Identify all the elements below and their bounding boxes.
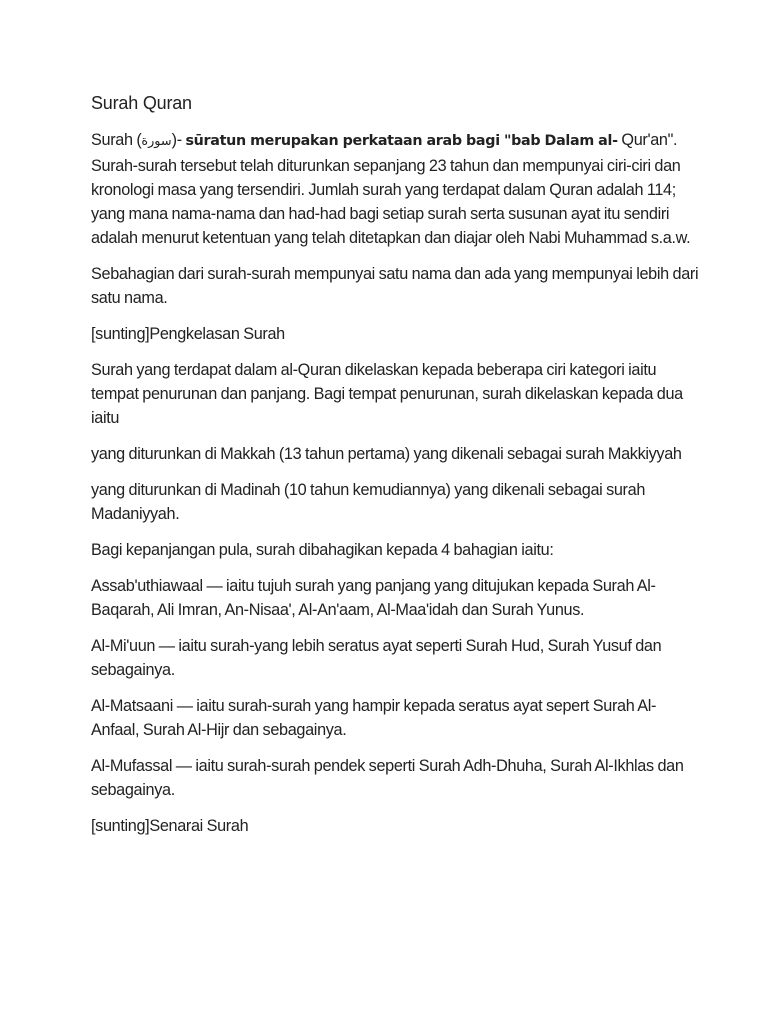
intro-after-arabic: )- — [171, 131, 186, 149]
section-heading-senarai: [sunting]Senarai Surah — [91, 817, 249, 835]
paragraph-almiuun: Al-Mi'uun — iaitu surah-yang lebih seratus ayat seperti Surah Hud, Surah Yusuf dan sebagainya. — [91, 637, 662, 679]
paragraph-almufassal: Al-Mufassal — iaitu surah-surah pendek seperti Surah Adh-Dhuha, Surah Al-Ikhlas dan sebagainya. — [91, 757, 684, 799]
paragraph-classification: Surah yang terdapat dalam al-Quran dikelaskan kepada beberapa ciri kategori iaitu tempat penurunan dan panjang. Bagi tempat penurunan, surah dikelaskan kepada dua iaitu — [91, 361, 683, 427]
paragraph-madaniyyah: yang diturunkan di Madinah (10 tahun kemudiannya) yang dikenali sebagai surah Madaniyyah. — [91, 481, 646, 523]
paragraph-names: Sebahagian dari surah-surah mempunyai satu nama dan ada yang mempunyai lebih dari satu nama. — [91, 265, 699, 307]
paragraph-makkiyyah: yang diturunkan di Makkah (13 tahun pertama) yang dikenali sebagai surah Makkiyyah — [91, 445, 682, 463]
arabic-word: سورة — [141, 134, 172, 149]
paragraph-almatsaani: Al-Matsaani — iaitu surah-surah yang hampir kepada seratus ayat sepert Surah Al-Anfaal, Surah Al-Hijr dan sebagainya. — [91, 697, 657, 739]
paragraph-assabuthiawaal: Assab'uthiawaal — iaitu tujuh surah yang panjang yang ditujukan kepada Surah Al-Baqarah, Ali Imran, An-Nisaa', Al-An'aam, Al-Maa'idah dan Surah Yunus. — [91, 577, 656, 619]
paragraph-length-intro: Bagi kepanjangan pula, surah dibahagikan kepada 4 bahagian iaitu: — [91, 541, 554, 559]
document-page — [91, 91, 711, 850]
intro-rest: Qur'an". Surah-surah tersebut telah diturunkan sepanjang 23 tahun dan mempunyai ciri-ciri dan kronologi masa yang tersendiri. Jumlah surah yang terdapat dalam Quran adalah 114; yang mana nama-nama dan had-had bagi setiap surah serta susunan ayat itu sendiri adalah menurut ketentuan yang telah ditetapkan dan diajar oleh Nabi Muhammad s.a.w. — [91, 131, 691, 247]
intro-lead: Surah ( — [91, 131, 142, 149]
intro-bold-run: sūratun merupakan perkataan arab bagi "bab Dalam al- — [185, 133, 618, 149]
intro-paragraph — [91, 128, 702, 250]
section-heading-pengkelasan: [sunting]Pengkelasan Surah — [91, 325, 285, 343]
document-title: Surah Quran — [91, 93, 192, 113]
